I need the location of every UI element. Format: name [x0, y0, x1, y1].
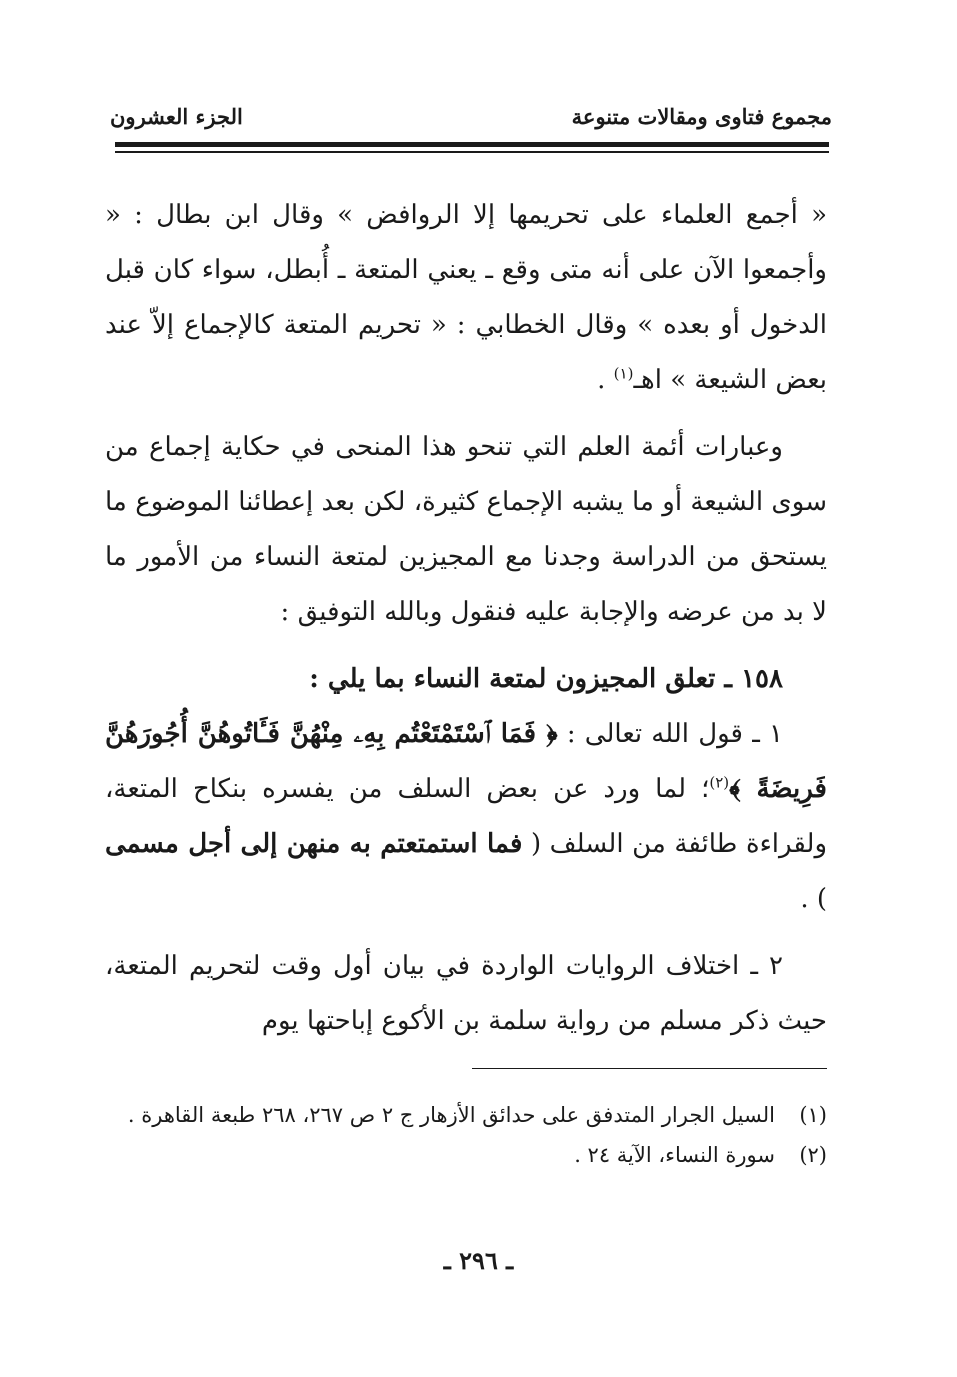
- reading-variant: فما استمتعتم به منهن إلى أجل مسمى: [105, 829, 523, 859]
- footnote-number: (١): [799, 1103, 827, 1127]
- paragraph-text: « أجمع العلماء على تحريمها إلا الروافض » وقال ابن بطال : « وأجمعوا الآن على أنه متى وقع ـ يعني المتعة ـ أُبطل، سواء كان قبل الدخول أو بعده » وقال الخطابي : « تحريم المتعة كالإجماع إلاّ عند بعض الشيعة » اهـ: [105, 200, 827, 395]
- paragraph-point-1: [105, 707, 827, 927]
- quran-verse: ﴿ فَمَا ٱسْتَمْتَعْتُم بِهِۦ مِنْهُنَّ فَـَٔاتُوهُنَّ أُجُورَهُنَّ فَرِيضَةً ﴾: [105, 719, 827, 804]
- paragraph-end: .: [597, 365, 614, 395]
- footnote-rule: [472, 1068, 827, 1069]
- paragraph-scholars: وعبارات أئمة العلم التي تنحو هذا المنحى في حكاية إجماع من سوى الشيعة أو ما يشبه الإجماع كثيرة، لكن بعد إعطائنا الموضوع ما يستحق من الدراسة وجدنا مع المجيزين لمتعة النساء من الأمور ما لا بد من عرضه والإجابة عليه فنقول وبالله التوفيق :: [105, 432, 827, 627]
- running-header: [110, 96, 832, 136]
- paragraph-point-2: ٢ ـ اختلاف الروايات الواردة في بيان أول وقت لتحريم المتعة، حيث ذكر مسلم من رواية سلمة بن الأكوع إباحتها يوم: [105, 951, 827, 1036]
- page-number: ـ ٢٩٦ ـ: [443, 1246, 514, 1275]
- paragraph-ijma-quotes: [105, 188, 827, 408]
- paragraph-gap: [105, 408, 827, 420]
- book-title: مجموع فتاوى ومقالات متنوعة: [571, 103, 832, 129]
- footnote-text: سورة النساء، الآية ٢٤ .: [574, 1143, 775, 1167]
- footnote: [105, 1098, 827, 1132]
- header-rule-thin: [115, 151, 829, 153]
- volume-label: الجزء العشرون: [110, 103, 243, 129]
- footnote-ref-1: (١): [613, 364, 634, 383]
- footnote: [105, 1138, 827, 1172]
- paragraph-gap: [105, 927, 827, 939]
- footnote-ref-2: (٢): [709, 773, 730, 792]
- footnotes: [105, 1098, 827, 1172]
- footnote-number: (٢): [799, 1143, 827, 1167]
- header-rule-thick: [115, 142, 829, 147]
- point-text: ؛ لما ورد عن بعض السلف من يفسره بنكاح المتعة، ولقراءة طائفة من السلف (: [105, 774, 827, 859]
- section-heading: ١٥٨ ـ تعلق المجيزون لمتعة النساء بما يلي :: [309, 664, 783, 694]
- point-end: ) .: [800, 884, 827, 914]
- paragraph-gap: [105, 640, 827, 652]
- main-text: [105, 188, 827, 1049]
- point-lead: ١ ـ قول الله تعالى :: [557, 719, 783, 749]
- footnote-text: السيل الجرار المتدفق على حدائق الأزهار ج ٢ ص ٢٦٧، ٢٦٨ طبعة القاهرة .: [127, 1103, 775, 1127]
